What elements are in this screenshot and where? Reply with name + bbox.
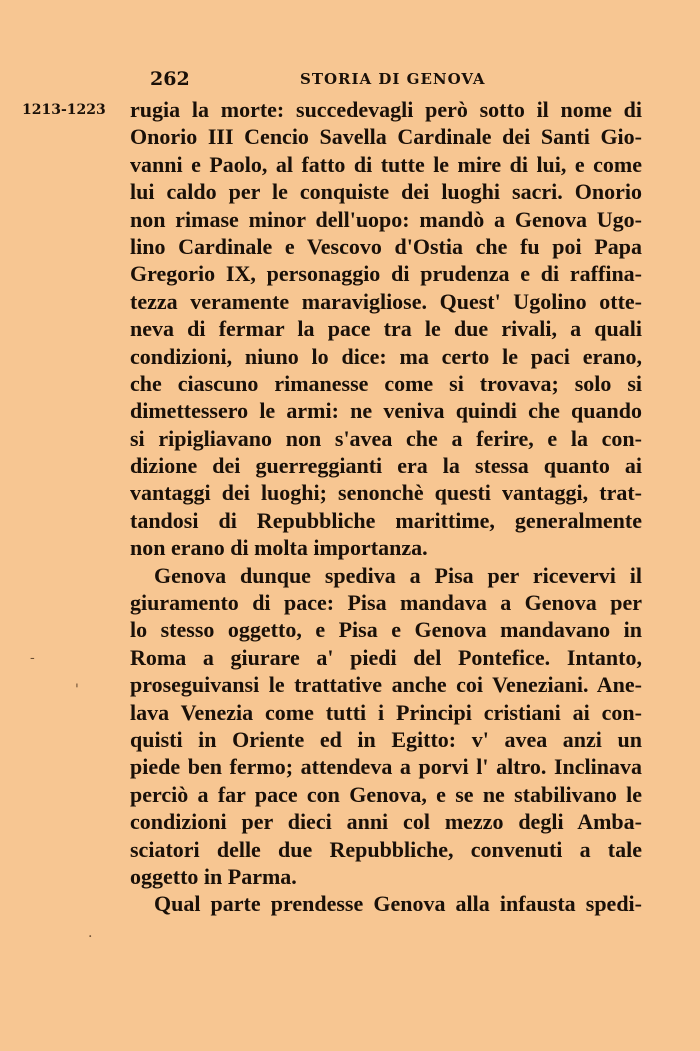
text-line: non erano di molta importanza. <box>130 535 428 561</box>
margin-date-note: 1213-1223 <box>22 102 106 118</box>
text-line: lo stesso oggetto, e Pisa e Genova mandavano in <box>130 617 642 643</box>
text-line: rugia la morte: succedevagli però sotto il nome di <box>130 97 642 122</box>
margin-speck: . <box>88 925 93 941</box>
text-line: dizione dei guerreggianti era la stessa quanto ai <box>130 453 642 479</box>
text-line: lui caldo per le conquiste dei luoghi sacri. Onorio <box>130 179 642 205</box>
text-line: vanni e Paolo, al fatto di tutte le mire di lui, e come <box>130 151 642 177</box>
running-title: STORIA DI GENOVA <box>300 70 486 88</box>
text-line: Roma a giurare a' piedi del Pontefice. Intanto, <box>130 644 642 670</box>
text-line: Genova dunque spediva a Pisa per ricevervi il <box>154 562 642 588</box>
text-line: neva di fermar la pace tra le due rivali, a quali <box>130 316 642 342</box>
text-line: vantaggi dei luoghi; senonchè questi vantaggi, trat- <box>130 480 642 506</box>
text-line: sciatori delle due Repubbliche, convenuti a tale <box>130 836 642 862</box>
text-line: lava Venezia come tutti i Principi cristiani ai con- <box>130 699 642 725</box>
margin-speck: ' <box>75 682 79 698</box>
text-line: tandosi di Repubbliche marittime, generalmente <box>130 507 642 533</box>
text-line: perciò a far pace con Genova, e se ne stabilivano le <box>130 781 642 807</box>
text-line: piede ben fermo; attendeva a porvi l' altro. Inclinava <box>130 754 642 780</box>
text-line: lino Cardinale e Vescovo d'Ostia che fu poi Papa <box>130 233 642 259</box>
page-number: 262 <box>150 68 190 90</box>
margin-speck: - <box>30 650 35 666</box>
text-line: giuramento di pace: Pisa mandava a Genova per <box>130 590 642 616</box>
text-line: si ripigliavano non s'avea che a ferire, e la con- <box>130 425 642 451</box>
text-line: Onorio III Cencio Savella Cardinale dei Santi Gio- <box>130 124 642 150</box>
text-line: proseguivansi le trattative anche coi Veneziani. Ane- <box>130 672 642 698</box>
text-line: tezza veramente maravigliose. Quest' Ugolino otte- <box>130 288 642 314</box>
body-text <box>130 96 642 918</box>
text-line: quisti in Oriente ed in Egitto: v' avea anzi un <box>130 726 642 752</box>
text-line: dimettessero le armi: ne veniva quindi che quando <box>130 398 642 424</box>
page-header <box>150 68 640 94</box>
text-line: Qual parte prendesse Genova alla infausta spedi- <box>154 891 642 917</box>
text-line: Gregorio IX, personaggio di prudenza e di raffina- <box>130 261 642 287</box>
text-line: che ciascuno rimanesse come si trovava; solo si <box>130 370 642 396</box>
text-line: condizioni, niuno lo dice: ma certo le paci erano, <box>130 343 642 369</box>
text-line: oggetto in Parma. <box>130 863 297 889</box>
text-line: non rimase minor dell'uopo: mandò a Genova Ugo- <box>130 206 642 232</box>
text-line: condizioni per dieci anni col mezzo degli Amba- <box>130 809 642 835</box>
